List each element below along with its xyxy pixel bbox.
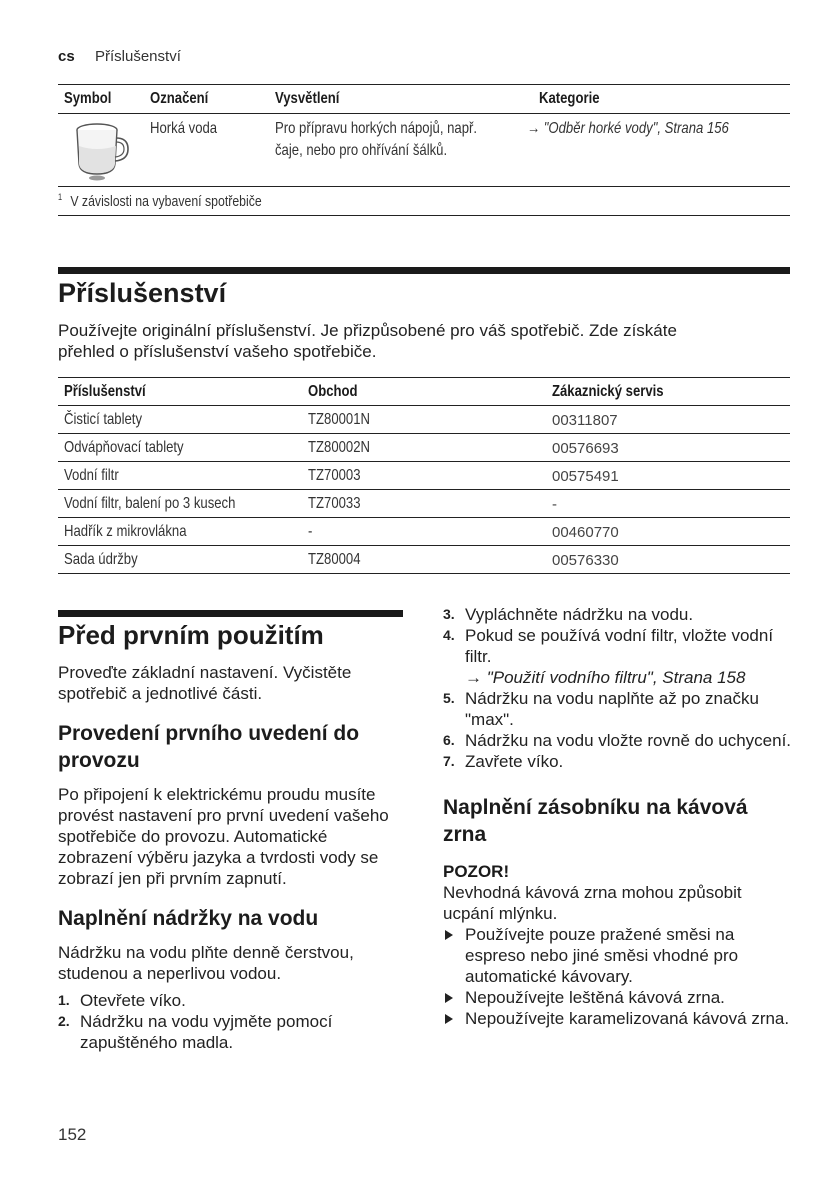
- left-section-rule: [58, 610, 403, 617]
- table-row: [58, 434, 790, 462]
- table-row: [58, 462, 790, 490]
- category-header: Kategorie: [539, 90, 600, 107]
- step-number: 7.: [443, 753, 455, 769]
- accessory-name: Sada údržby: [64, 551, 138, 568]
- bullet-text: Nepoužívejte leštěná kávová zrna.: [465, 988, 725, 1007]
- accessory-name: Čisticí tablety: [64, 411, 143, 428]
- step-text: Nádržku na vodu vložte rovně do uchycení.: [465, 731, 792, 750]
- table-row: [58, 490, 790, 518]
- col-shop: Obchod: [308, 383, 358, 400]
- step-text: Vypláchněte nádržku na vodu.: [465, 605, 694, 624]
- designation-header: Označení: [150, 90, 209, 107]
- language-code: cs: [58, 48, 75, 65]
- caution-text: Nevhodná kávová zrna mohou způsobit ucpání mlýnku.: [443, 883, 742, 923]
- step-text: Nádržku na vodu vyjměte pomocí zapuštěného madla.: [80, 1012, 333, 1052]
- accessory-name: Vodní filtr: [64, 467, 119, 484]
- list-item: [58, 1011, 403, 1053]
- list-item: [443, 688, 793, 730]
- footnote-text: V závislosti na vybavení spotřebiče: [70, 193, 262, 210]
- bullet-triangle-icon: [445, 930, 453, 940]
- list-item: [443, 924, 793, 987]
- step-number: 4.: [443, 627, 455, 643]
- step-number: 3.: [443, 606, 455, 622]
- table-row: [58, 546, 790, 574]
- footnote-mark: 1: [58, 192, 63, 202]
- service-code: 00311807: [552, 412, 618, 429]
- accessories-table-header: [58, 378, 790, 406]
- caution-bullets: [443, 924, 793, 1029]
- page-number: 152: [58, 1125, 87, 1144]
- right-column: [443, 604, 793, 1029]
- step-number: 6.: [443, 732, 455, 748]
- accessory-name: Vodní filtr, balení po 3 kusech: [64, 495, 236, 512]
- list-item: [443, 604, 793, 625]
- hot-water-cup-icon: [70, 118, 132, 184]
- accessories-intro-line1: Používejte originální příslušenství. Je přizpůsobené pro váš spotřebič. Zde získáte: [58, 321, 677, 340]
- shop-code: TZ70003: [308, 467, 361, 484]
- list-item: [443, 751, 793, 772]
- shop-code: TZ80004: [308, 551, 361, 568]
- hot-water-explanation-line1: Pro přípravu horkých nápojů, např.: [275, 120, 478, 137]
- service-code: 00575491: [552, 468, 619, 485]
- hot-water-category-link[interactable]: → "Odběr horké vody", Strana 156: [527, 120, 729, 137]
- list-item: [58, 990, 403, 1011]
- table-footnote: [58, 192, 262, 210]
- table-row: [58, 406, 790, 434]
- accessories-intro: [58, 320, 798, 362]
- first-use-intro: Proveďte základní nastavení. Vyčistěte spotřebič a jednotlivé části.: [58, 663, 352, 703]
- list-item: [443, 1008, 793, 1029]
- step-number: 2.: [58, 1013, 70, 1029]
- bullet-text: Používejte pouze pražené směsi na espreso nebo jiné směsi vhodné pro automatické kávovary.: [465, 925, 739, 986]
- first-use-title: Před prvním použitím: [58, 620, 324, 650]
- list-item: [443, 730, 793, 751]
- water-filter-link[interactable]: → "Použití vodního filtru", Strana 158: [465, 668, 746, 687]
- list-item: [443, 987, 793, 1008]
- service-code: 00460770: [552, 524, 619, 541]
- commissioning-title: Provedení prvního uvedení do provozu: [58, 722, 360, 772]
- service-code: 00576330: [552, 552, 619, 569]
- accessory-name: Odvápňovací tablety: [64, 439, 184, 456]
- step-text: Pokud se používá vodní filtr, vložte vodní filtr.: [465, 626, 774, 666]
- explanation-header: Vysvětlení: [275, 90, 340, 107]
- running-header-title: Příslušenství: [95, 48, 181, 65]
- col-accessory: Příslušenství: [64, 383, 146, 400]
- table-row: [58, 518, 790, 546]
- bullet-triangle-icon: [445, 993, 453, 1003]
- service-code: 00576693: [552, 440, 619, 457]
- list-item: [443, 625, 793, 688]
- step-text: Otevřete víko.: [80, 991, 186, 1010]
- shop-code: TZ70033: [308, 495, 361, 512]
- accessories-title: Příslušenství: [58, 278, 227, 308]
- shop-code: TZ80001N: [308, 411, 370, 428]
- bullet-triangle-icon: [445, 1014, 453, 1024]
- section-rule: [58, 267, 790, 274]
- step-text: Nádržku na vodu naplňte až po značku "max".: [465, 689, 759, 729]
- step-text: Zavřete víko.: [465, 752, 564, 771]
- step-number: 1.: [58, 992, 70, 1008]
- col-service: Zákaznický servis: [552, 383, 664, 400]
- accessories-intro-line2: přehled o příslušenství vašeho spotřebiče.: [58, 342, 377, 361]
- water-tank-title: Naplnění nádržky na vodu: [58, 907, 319, 930]
- commissioning-text: Po připojení k elektrickému proudu musíte provést nastavení pro první uvedení vašeho spotřebiče do provozu. Automatické zobrazení výběru jazyka a tvrdosti vody se zobrazí jen při prvním zapnutí.: [58, 785, 389, 888]
- hot-water-explanation-line2: čaje, nebo pro ohřívání šálků.: [275, 142, 448, 159]
- steps-list-part1: [58, 990, 403, 1053]
- steps-list-part2: [443, 604, 793, 772]
- symbol-header: Symbol: [64, 90, 112, 107]
- shop-code: -: [308, 523, 313, 540]
- accessory-name: Hadřík z mikrovlákna: [64, 523, 187, 540]
- hot-water-label: Horká voda: [150, 120, 218, 137]
- left-column: [58, 618, 403, 1053]
- caution-label: POZOR!: [443, 862, 510, 881]
- service-code: -: [552, 496, 557, 513]
- bullet-text: Nepoužívejte karamelizovaná kávová zrna.: [465, 1009, 790, 1028]
- water-tank-text: Nádržku na vodu plňte denně čerstvou, studenou a neperlivou vodou.: [58, 943, 354, 983]
- shop-code: TZ80002N: [308, 439, 370, 456]
- bean-container-title: Naplnění zásobníku na kávová zrna: [443, 796, 748, 846]
- step-number: 5.: [443, 690, 455, 706]
